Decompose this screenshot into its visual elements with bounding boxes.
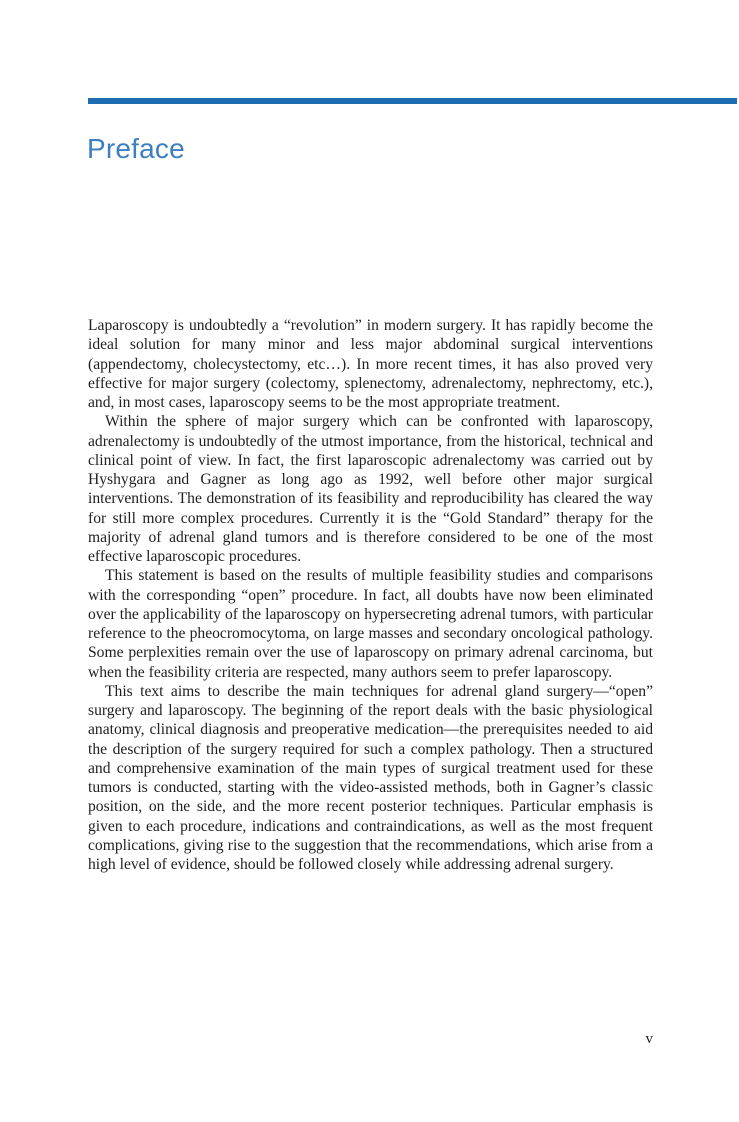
page-number: v (645, 1031, 653, 1047)
preface-body (88, 316, 653, 874)
paragraph-2: Within the sphere of major surgery which can be confronted with laparoscopy, adrenalectomy is undoubtedly of the utmost importance, from the historical, technical and clinical point of view. In fact, the first laparoscopic adrenalectomy was carried out by Hyshygara and Gagner as long ago as 1992, well before other major surgical interventions. The demonstration of its feasibility and reproducibility has cleared the way for still more complex procedures. Currently it is the “Gold Standard” therapy for the majority of adrenal gland tumors and is therefore considered to be one of the most effective laparoscopic procedures. (88, 413, 653, 565)
page-title: Preface (87, 132, 185, 164)
top-rule (88, 98, 737, 104)
paragraph-3: This statement is based on the results of multiple feasibility studies and comparisons with the corresponding “open” procedure. In fact, all doubts have now been eliminated over the applicability of the laparoscopy on hypersecreting adrenal tumors, with particular reference to the pheocromocytoma, on large masses and secondary oncological pathology. Some perplexities remain over the use of laparoscopy on primary adrenal carcinoma, but when the feasibility criteria are respected, many authors seem to prefer laparoscopy. (88, 567, 653, 681)
paragraph-4: This text aims to describe the main techniques for adrenal gland surgery—“open” surgery and laparoscopy. The beginning of the report deals with the basic physiological anatomy, clinical diagnosis and preoperative medication—the prerequisites needed to aid the description of the surgery required for such a complex pathology. Then a structured and comprehensive examination of the main types of surgical treatment used for these tumors is conducted, starting with the video-assisted methods, both in Gagner’s classic position, on the side, and the more recent posterior techniques. Particular emphasis is given to each procedure, indications and contraindications, as well as the most frequent complications, giving rise to the suggestion that the recommendations, which arise from a high level of evidence, should be followed closely while addressing adrenal surgery. (88, 682, 653, 873)
paragraph-1: Laparoscopy is undoubtedly a “revolution” in modern surgery. It has rapidly become the ideal solution for many minor and less major abdominal surgical interventions (appendectomy, cholecystectomy, etc…). In more recent times, it has also proved very effective for major surgery (colectomy, splenectomy, adrenalectomy, nephrectomy, etc.), and, in most cases, laparoscopy seems to be the most appropriate treatment. (88, 317, 653, 411)
